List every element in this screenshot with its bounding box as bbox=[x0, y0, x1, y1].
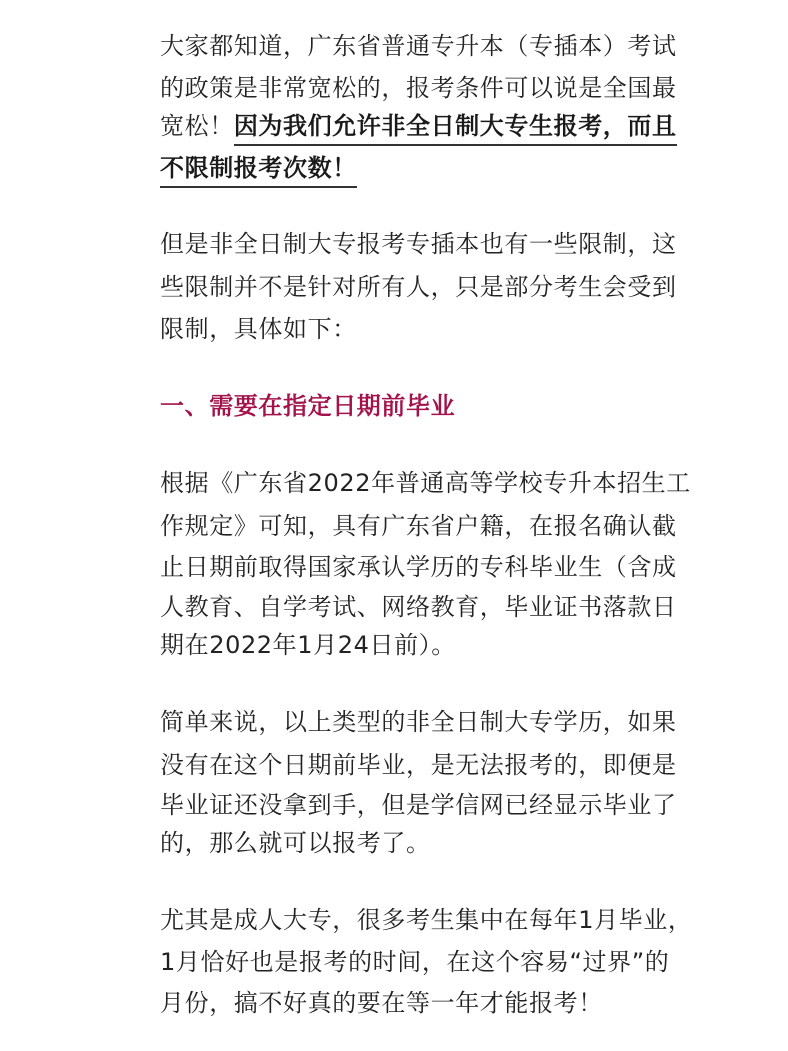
paragraph-5-line-1: 尤其是成人大专，很多考生集中在每年1月毕业， bbox=[160, 906, 693, 934]
highlight-text-2: 不限制报考次数！ bbox=[160, 154, 357, 188]
paragraph-3-line-5: 期在2022年1月24日前）。 bbox=[160, 631, 456, 659]
paragraph-1-line-3 bbox=[160, 106, 677, 146]
paragraph-4-line-2: 没有在这个日期前毕业，是无法报考的，即便是 bbox=[160, 751, 677, 779]
paragraph-1-line-4 bbox=[160, 148, 357, 188]
paragraph-4-line-3: 毕业证还没拿到手，但是学信网已经显示毕业了 bbox=[160, 791, 677, 819]
paragraph-2-line-2: 些限制并不是针对所有人，只是部分考生会受到 bbox=[160, 273, 677, 301]
paragraph-1-line-3-text: 宽松！ bbox=[160, 112, 234, 140]
highlight-text-1: 因为我们允许非全日制大专生报考，而且 bbox=[234, 112, 677, 146]
paragraph-2-line-3: 限制，具体如下： bbox=[160, 315, 357, 343]
paragraph-5-line-2: 1月恰好也是报考的时间，在这个容易“过界”的 bbox=[160, 948, 670, 976]
paragraph-1-line-2: 的政策是非常宽松的，报考条件可以说是全国最 bbox=[160, 74, 677, 102]
paragraph-3-line-3: 止日期前取得国家承认学历的专科毕业生（含成 bbox=[160, 553, 677, 581]
paragraph-2-line-1: 但是非全日制大专报考专插本也有一些限制，这 bbox=[160, 230, 677, 258]
section-heading: 一、需要在指定日期前毕业 bbox=[160, 392, 456, 420]
paragraph-1-line-1: 大家都知道，广东省普通专升本（专插本）考试 bbox=[160, 32, 677, 60]
paragraph-4-line-4: 的，那么就可以报考了。 bbox=[160, 829, 431, 857]
paragraph-5-line-3: 月份，搞不好真的要在等一年才能报考！ bbox=[160, 989, 603, 1017]
paragraph-4-line-1: 简单来说，以上类型的非全日制大专学历，如果 bbox=[160, 708, 677, 736]
paragraph-3-line-2: 作规定》可知，具有广东省户籍，在报名确认截 bbox=[160, 512, 677, 540]
paragraph-3-line-1: 根据《广东省2022年普通高等学校专升本招生工 bbox=[160, 469, 691, 497]
paragraph-3-line-4: 人教育、自学考试、网络教育，毕业证书落款日 bbox=[160, 593, 677, 621]
